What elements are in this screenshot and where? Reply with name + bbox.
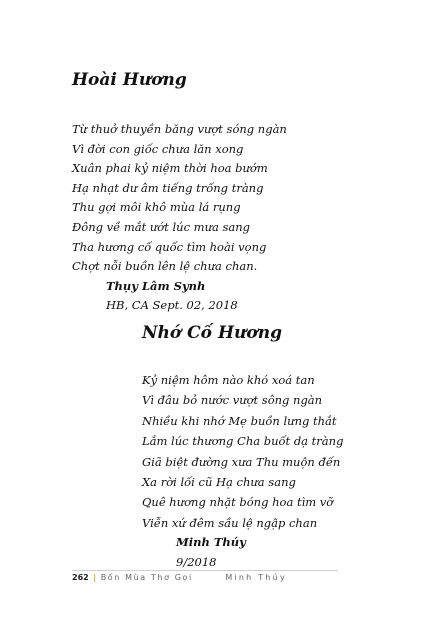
poem-line: Đông về mắt ướt lúc mưa sang (72, 219, 251, 234)
poem-line: Kỷ niệm hôm nào khó xoá tan (142, 373, 315, 387)
poem2-body (142, 370, 343, 572)
poem-line: Từ thuở thuyền băng vượt sóng ngàn (72, 122, 287, 136)
poem2-date: 9/2018 (176, 554, 217, 569)
poem-line: Viễn xứ đêm sầu lệ ngập chan (142, 515, 318, 530)
footer-separator: | (93, 573, 97, 582)
poem-line: Nhiều khi nhớ Mẹ buồn lưng thắt (142, 413, 337, 428)
poem-line: Quê hương nhặt bóng hoa tìm vỡ (142, 495, 334, 510)
poem1-body (72, 120, 287, 316)
poem-line: Thu gợi môi khô mùa lá rụng (72, 200, 241, 215)
poem1-date: HB, CA Sept. 02, 2018 (106, 298, 238, 313)
footer-author: Minh Thúy (225, 573, 287, 582)
page-number: 262 (72, 573, 89, 582)
poem-line: Giã biệt đường xưa Thu muộn đến (142, 454, 341, 469)
poem-line: Vì đâu bỏ nước vượt sông ngàn (142, 393, 323, 408)
poem-line: Tha hương cố quốc tìm hoài vọng (72, 239, 267, 254)
poem-line: Vì đời con giốc chưa lăn xong (72, 141, 244, 156)
poem-line: Xuân phai kỷ niệm thời hoa bướm (72, 161, 268, 176)
poem1-title: Hoài Hương (72, 70, 187, 90)
poem-line: Xa rời lối cũ Hạ chưa sang (142, 475, 296, 490)
poem2-title: Nhớ Cố Hương (142, 323, 282, 343)
book-title: Bốn Mùa Thơ Gọi (100, 573, 193, 582)
poem-line: Chợt nỗi buồn lên lệ chưa chan. (72, 259, 258, 274)
poem1-author: Thụy Lâm Synh (106, 278, 206, 293)
poem-line: Lắm lúc thương Cha buốt dạ tràng (142, 434, 344, 449)
poem-line: Hạ nhạt dư âm tiếng trống tràng (72, 180, 264, 195)
page-footer (72, 570, 338, 582)
poem2-author: Minh Thúy (176, 535, 246, 550)
